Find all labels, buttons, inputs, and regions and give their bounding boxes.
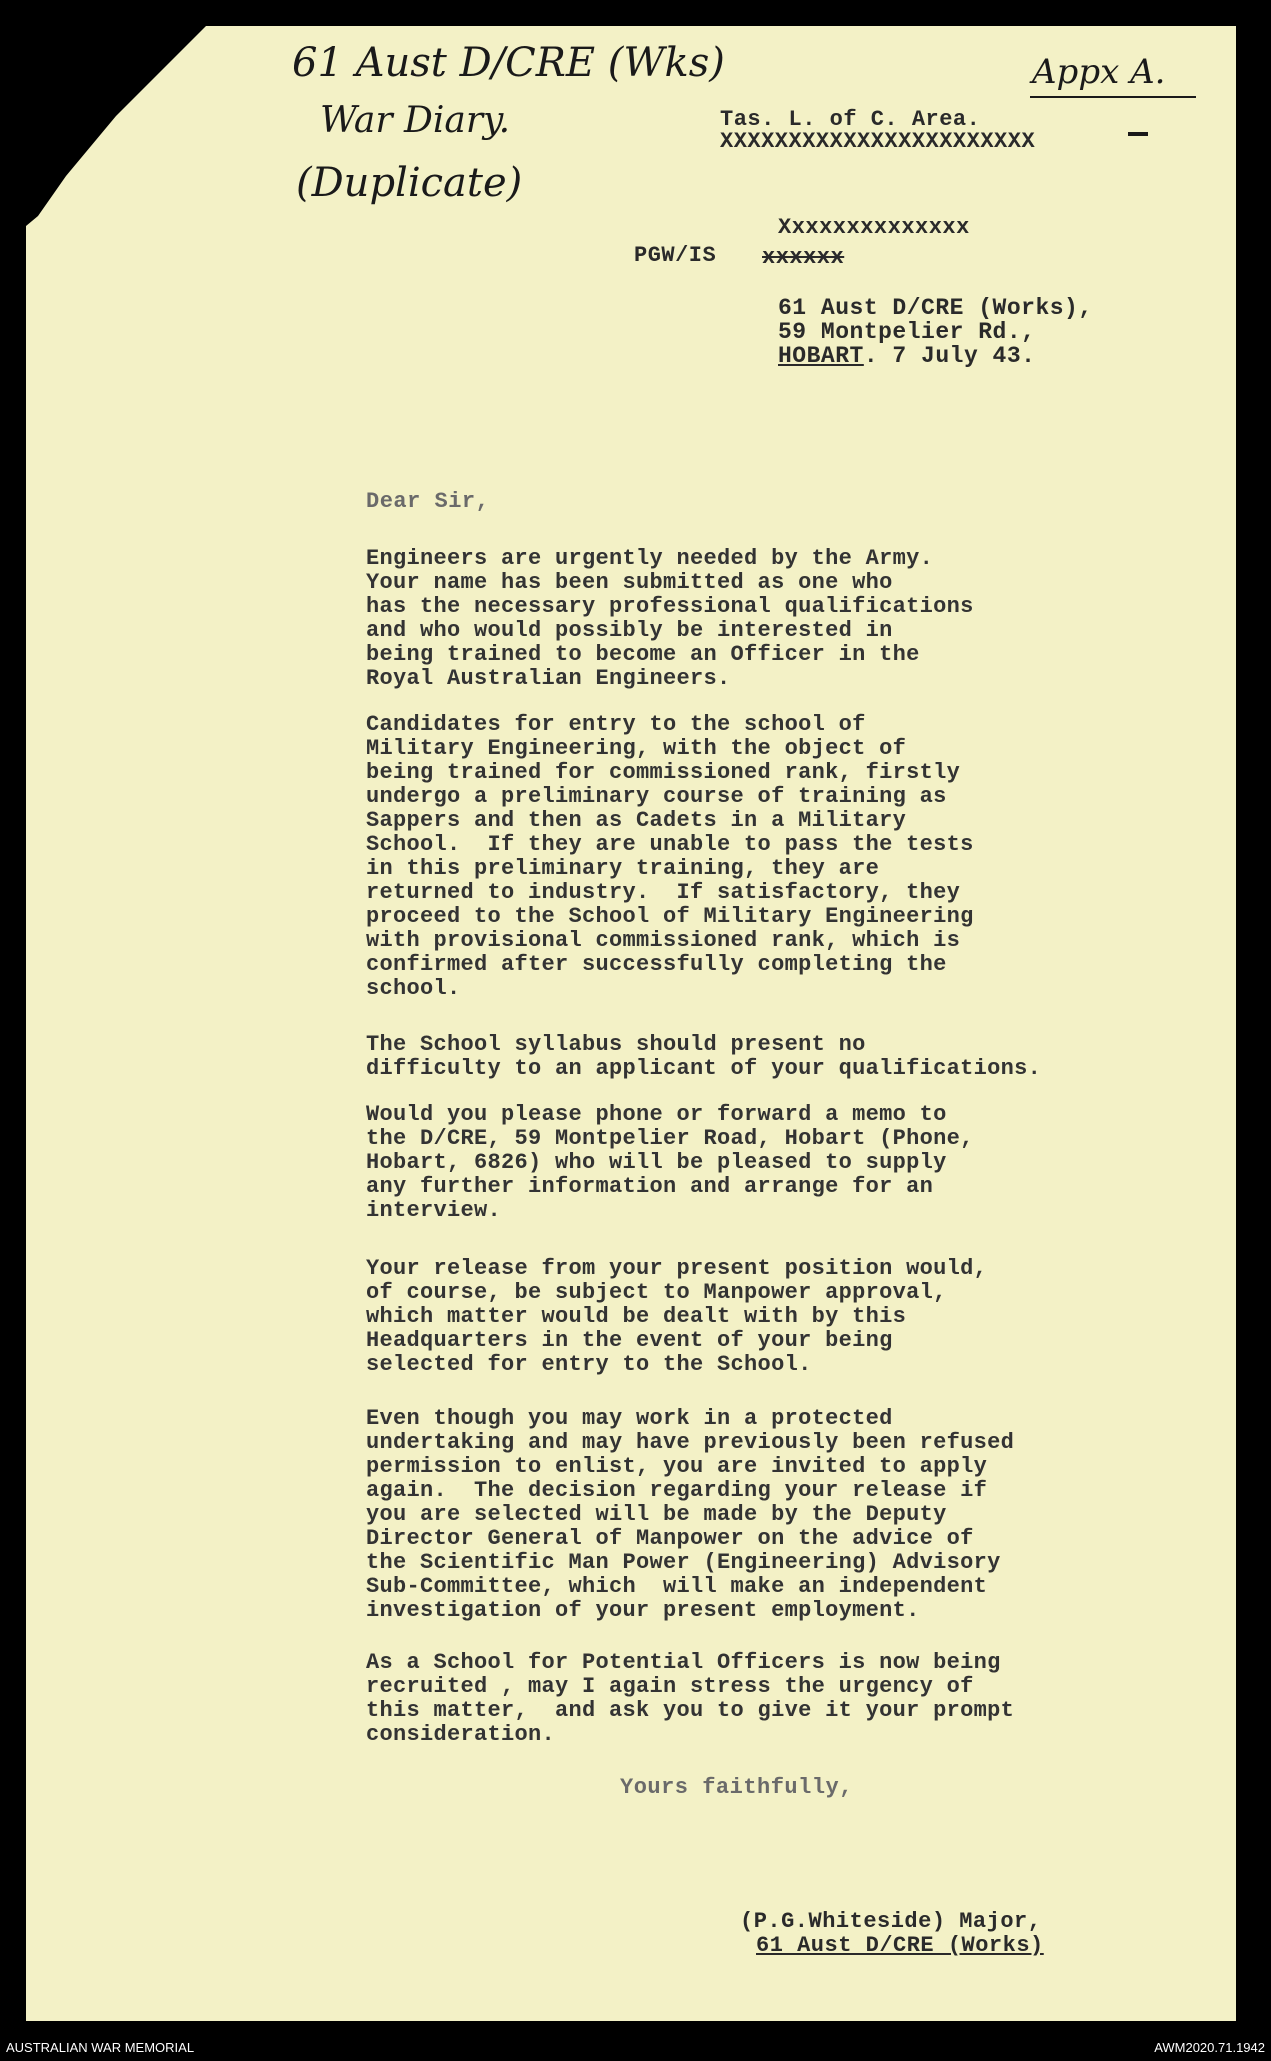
line: As a School for Potential Officers is now being [366, 1650, 1001, 1675]
paragraph-7 [366, 1650, 1126, 1746]
salutation: Dear Sir, [366, 489, 490, 514]
sender-address: 59 Montpelier Rd., [778, 319, 1036, 345]
struck-line-2: Xxxxxxxxxxxxxx [778, 215, 970, 240]
line: of course, be subject to Manpower approval, [366, 1280, 947, 1305]
paragraph-3 [366, 1032, 1166, 1080]
line: this matter, and ask you to give it your prompt [366, 1698, 1015, 1723]
sender-city: HOBART [778, 343, 864, 369]
line: Military Engineering, with the object of [366, 736, 907, 761]
handwritten-appendix-note: Appx A. [1032, 52, 1166, 92]
closing: Yours faithfully, [620, 1775, 853, 1800]
line: consideration. [366, 1722, 556, 1747]
line: Royal Australian Engineers. [366, 666, 731, 691]
line: Headquarters in the event of your being [366, 1328, 893, 1353]
paragraph-1 [366, 546, 1126, 690]
footer-institution: AUSTRALIAN WAR MEMORIAL [6, 2040, 195, 2055]
footer-accession-number: AWM2020.71.1942 [1154, 2040, 1265, 2055]
line: Would you please phone or forward a memo to [366, 1102, 947, 1127]
line: being trained to become an Officer in the [366, 642, 920, 667]
line: undertaking and may have previously been refused [366, 1430, 1015, 1455]
signature-name: (P.G.Whiteside) Major, [740, 1909, 1042, 1934]
line: the D/CRE, 59 Montpelier Road, Hobart (Phone, [366, 1126, 974, 1151]
line: proceed to the School of Military Engineering [366, 904, 974, 929]
area-header: Tas. L. of C. Area. [720, 107, 981, 132]
line: undergo a preliminary course of training as [366, 784, 947, 809]
line: Director General of Manpower on the advice of [366, 1526, 974, 1551]
line: with provisional commissioned rank, which is [366, 928, 961, 953]
line: has the necessary professional qualifications [366, 594, 974, 619]
line: returned to industry. If satisfactory, they [366, 880, 961, 905]
line: interview. [366, 1198, 502, 1223]
line: Sappers and then as Cadets in a Military [366, 808, 907, 833]
line: confirmed after successfully completing the [366, 952, 947, 977]
line: Sub-Committee, which will make an independent [366, 1574, 988, 1599]
handwritten-war-diary-note: War Diary. [320, 100, 511, 141]
line: Your name has been submitted as one who [366, 570, 893, 595]
line: you are selected will be made by the Deputy [366, 1502, 947, 1527]
line: Candidates for entry to the school of [366, 712, 866, 737]
sender-city-date [778, 344, 1035, 368]
handwritten-underline [1030, 96, 1196, 98]
line: selected for entry to the School. [366, 1352, 812, 1377]
line: which matter would be dealt with by this [366, 1304, 907, 1329]
dash-mark [1128, 132, 1148, 136]
line: The School syllabus should present no [366, 1032, 866, 1057]
line: any further information and arrange for an [366, 1174, 934, 1199]
line: Even though you may work in a protected [366, 1406, 893, 1431]
line: in this preliminary training, they are [366, 856, 880, 881]
line: school. [366, 976, 461, 1001]
line: School. If they are unable to pass the tests [366, 832, 974, 857]
handwritten-duplicate-note: (Duplicate) [296, 160, 523, 206]
handwritten-unit-note: 61 Aust D/CRE (Wks) [292, 40, 725, 86]
line: permission to enlist, you are invited to apply [366, 1454, 988, 1479]
line: again. The decision regarding your release if [366, 1478, 988, 1503]
paragraph-5 [366, 1256, 1126, 1376]
line: being trained for commissioned rank, firstly [366, 760, 961, 785]
line: recruited , may I again stress the urgency of [366, 1674, 974, 1699]
reference-code: PGW/IS [634, 243, 717, 268]
line: Your release from your present position would, [366, 1256, 988, 1281]
struck-area-line: XXXXXXXXXXXXXXXXXXXXXXX [720, 129, 1036, 154]
line: difficulty to an applicant of your qualifications. [366, 1056, 1042, 1081]
paragraph-6 [366, 1406, 1126, 1622]
line: investigation of your present employment. [366, 1598, 920, 1623]
letter-date: . 7 July 43. [863, 343, 1036, 369]
line: the Scientific Man Power (Engineering) Advisory [366, 1550, 1001, 1575]
paragraph-4 [366, 1102, 1126, 1222]
struck-line-3: xxxxxx [762, 245, 845, 270]
line: and who would possibly be interested in [366, 618, 893, 643]
line: Engineers are urgently needed by the Army. [366, 546, 934, 571]
sender-unit: 61 Aust D/CRE (Works), [778, 295, 1093, 321]
paragraph-2 [366, 712, 1126, 1000]
signature-unit: 61 Aust D/CRE (Works) [756, 1933, 1044, 1958]
line: Hobart, 6826) who will be pleased to supply [366, 1150, 947, 1175]
